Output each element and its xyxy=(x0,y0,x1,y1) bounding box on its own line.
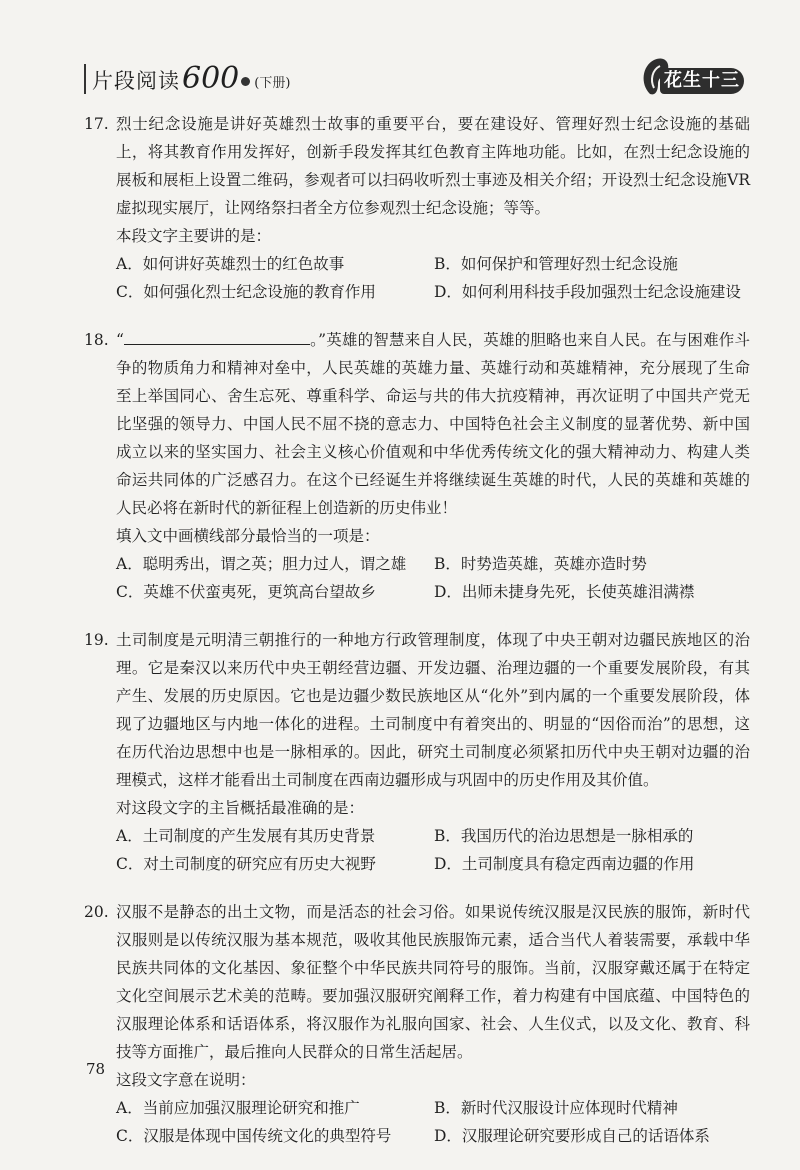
option-b[interactable]: B．如何保护和管理好烈士纪念设施 xyxy=(434,255,678,273)
fill-blank xyxy=(124,328,310,345)
option-list xyxy=(116,822,750,878)
option-d[interactable]: D．汉服理论研究要形成自己的话语体系 xyxy=(434,1127,710,1145)
question-20 xyxy=(0,898,800,1150)
question-stem: 烈士纪念设施是讲好英雄烈士故事的重要平台，要在建设好、管理好烈士纪念设施的基础上，将其教育作用发挥好，创新手段发挥其红色教育主阵地功能。比如，在烈士纪念设施的展板和展柜上设置二维码，参观者可以扫码收听烈士事迹及相关介绍；开设烈士纪念设施VR虚拟现实展厅，让网络祭扫者全方位参观烈士纪念设施；等等。 xyxy=(116,115,750,217)
option-b[interactable]: B．新时代汉服设计应体现时代精神 xyxy=(434,1099,678,1117)
option-a[interactable]: A．当前应加强汉服理论研究和推广 xyxy=(116,1099,360,1117)
option-a[interactable]: A．如何讲好英雄烈士的红色故事 xyxy=(116,255,345,273)
option-c[interactable]: C．如何强化烈士纪念设施的教育作用 xyxy=(116,283,376,301)
brand-logo xyxy=(636,54,746,100)
question-number: 19. xyxy=(84,631,109,649)
question-prompt: 对这段文字的主旨概括最准确的是： xyxy=(116,799,365,817)
option-d[interactable]: D．如何利用科技手段加强烈士纪念设施建设 xyxy=(434,283,741,301)
question-prompt: 填入文中画横线部分最恰当的一项是： xyxy=(116,527,380,545)
question-number: 17. xyxy=(84,115,109,133)
brand-name: 花生十三 xyxy=(660,68,744,94)
option-c[interactable]: C．对土司制度的研究应有历史大视野 xyxy=(116,855,376,873)
option-a[interactable]: A．土司制度的产生发展有其历史背景 xyxy=(116,827,376,845)
question-stem: 汉服不是静态的出土文物，而是活态的社会习俗。如果说传统汉服是汉民族的服饰，新时代汉服则是以传统汉服为基本规范，吸收其他民族服饰元素，适合当代人着装需要，承载中华民族共同体的文化基因、象征整个中华民族共同符号的服饰。当前，汉服穿戴还属于在特定文化空间展示艺术美的范畴。要加强汉服研究阐释工作，着力构建有中国底蕴、中国特色的汉服理论体系和话语体系，将汉服作为礼服向国家、社会、人生仪式，以及文化、教育、科技等方面推广，最后推向人民群众的日常生活起居。 xyxy=(116,903,750,1061)
title-dot-icon xyxy=(241,77,250,86)
question-number: 20. xyxy=(84,903,109,921)
option-c[interactable]: C．汉服是体现中国传统文化的典型符号 xyxy=(116,1127,392,1145)
option-c[interactable]: C．英雄不伏蛮夷死，更筑高台望故乡 xyxy=(116,583,376,601)
question-list xyxy=(0,104,800,1170)
question-prompt: 这段文字意在说明： xyxy=(116,1071,256,1089)
question-prompt: 本段文字主要讲的是： xyxy=(116,227,272,245)
book-title-text: 片段阅读 xyxy=(92,69,180,93)
page-number: 78 xyxy=(86,1060,106,1078)
book-title xyxy=(84,61,291,96)
option-b[interactable]: B．我国历代的治边思想是一脉相承的 xyxy=(434,827,694,845)
question-stem xyxy=(116,326,750,522)
book-volume: (下册) xyxy=(254,76,291,91)
question-19 xyxy=(0,626,800,878)
option-list xyxy=(116,250,750,306)
question-17 xyxy=(0,110,800,306)
open-quote: “ xyxy=(116,331,124,349)
question-18 xyxy=(0,326,800,606)
option-d[interactable]: D．出师未捷身先死，长使英雄泪满襟 xyxy=(434,583,695,601)
question-number: 18. xyxy=(84,331,109,349)
question-stem: 土司制度是元明清三朝推行的一种地方行政管理制度，体现了中央王朝对边疆民族地区的治理。它是秦汉以来历代中央王朝经营边疆、开发边疆、治理边疆的一个重要发展阶段，有其产生、发展的历史原因。它也是边疆少数民族地区从“化外”到内属的一个重要发展阶段，体现了边疆地区与内地一体化的进程。土司制度中有着突出的、明显的“因俗而治”的思想，这在历代治边思想中也是一脉相承的。因此，研究土司制度必须紧扣历代中央王朝对边疆的治理模式，这样才能看出土司制度在西南边疆形成与巩固中的历史作用及其价值。 xyxy=(116,631,750,789)
book-title-number: 600 xyxy=(182,61,240,96)
stem-text: 。”英雄的智慧来自人民，英雄的胆略也来自人民。在与困难作斗争的物质角力和精神对垒中，人民英雄的英雄力量、英雄行动和英雄精神，充分展现了生命至上举国同心、舍生忘死、尊重科学、命运与共的伟大抗疫精神，再次证明了中国共产党无比坚强的领导力、中国人民不屈不挠的意志力、中国特色社会主义制度的显著优势、新中国成立以来的坚实国力、社会主义核心价值观和中华优秀传统文化的强大精神动力、构建人类命运共同体的广泛感召力。在这个已经诞生并将继续诞生英雄的时代，人民的英雄和英雄的人民必将在新时代的新征程上创造新的历史伟业！ xyxy=(116,331,750,517)
option-b[interactable]: B．时势造英雄，英雄亦造时势 xyxy=(434,555,647,573)
option-d[interactable]: D．土司制度具有稳定西南边疆的作用 xyxy=(434,855,695,873)
page-header xyxy=(0,0,800,104)
option-list xyxy=(116,550,750,606)
option-list xyxy=(116,1094,750,1150)
option-a[interactable]: A．聪明秀出，谓之英；胆力过人，谓之雄 xyxy=(116,555,407,573)
